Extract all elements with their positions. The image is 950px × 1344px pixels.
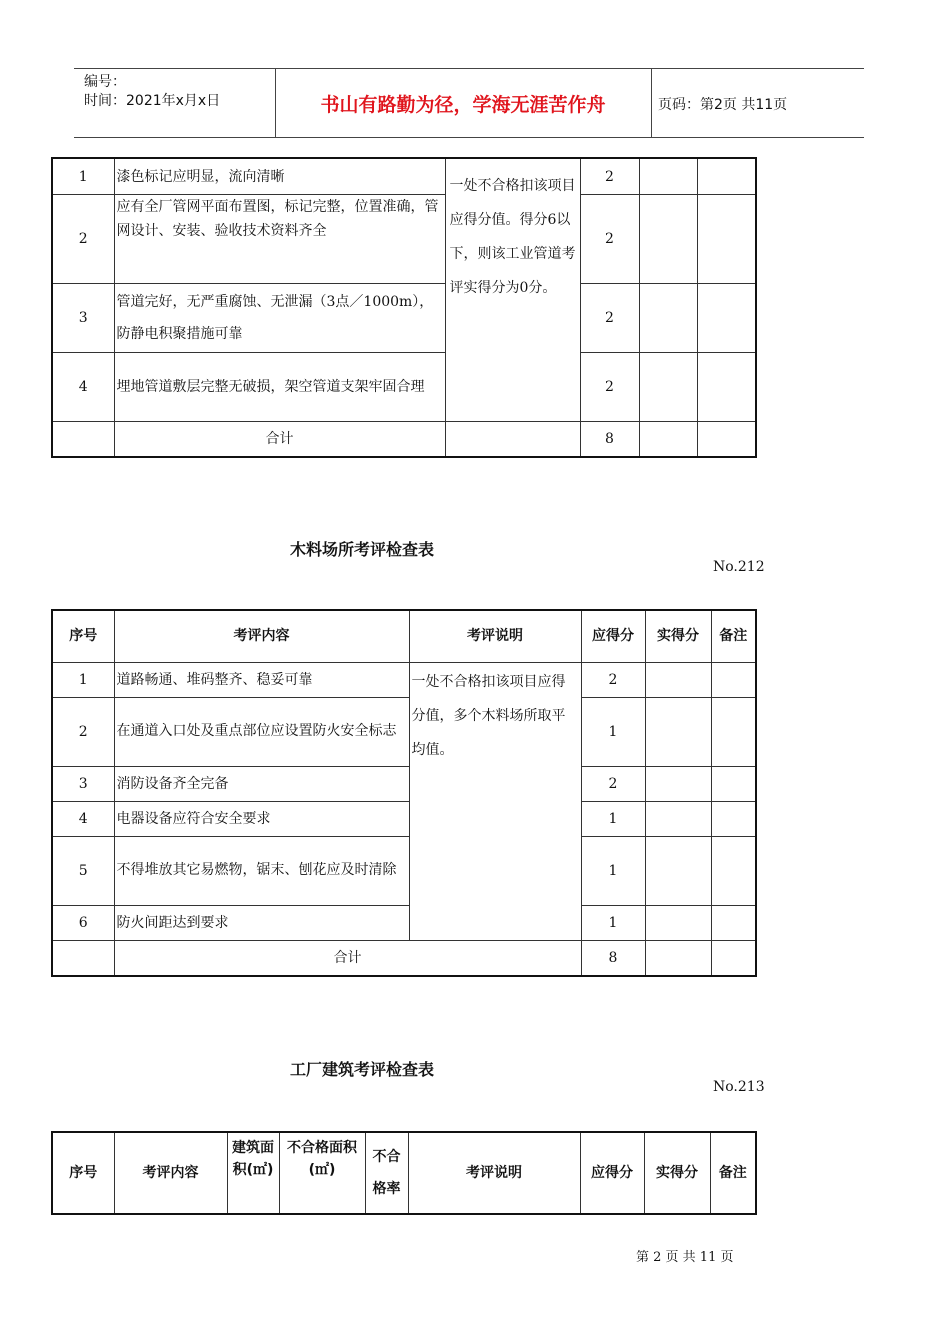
table-row: [52, 158, 756, 194]
actual-score-cell: [645, 766, 711, 801]
row-number: 2: [52, 697, 114, 766]
page-header: [74, 68, 864, 138]
actual-score-cell: [645, 905, 711, 940]
table-number: No.213: [713, 1079, 765, 1095]
total-row: [52, 421, 756, 457]
total-desc-cell: [445, 421, 580, 457]
row-score: 2: [581, 766, 645, 801]
total-empty-cell: [52, 421, 114, 457]
row-number: 2: [52, 194, 114, 283]
table-row: [52, 801, 756, 836]
row-score: 2: [581, 662, 645, 697]
actual-score-cell: [639, 283, 697, 352]
row-number: 4: [52, 352, 114, 421]
header-motto: 书山有路勤为径，学海无涯苦作舟: [320, 93, 606, 116]
actual-score-cell: [645, 801, 711, 836]
table-row: [52, 766, 756, 801]
row-score: 1: [581, 801, 645, 836]
total-score: 8: [580, 421, 639, 457]
row-score: 2: [580, 158, 639, 194]
row-score: 2: [580, 283, 639, 352]
row-description: 一处不合格扣该项目应得分值。得分6以下，则该工业管道考评实得分为0分。: [445, 158, 580, 421]
total-row: [52, 940, 756, 976]
actual-score-cell: [645, 836, 711, 905]
note-cell: [711, 940, 756, 976]
row-content: 埋地管道敷层完整无破损，架空管道支架牢固合理: [114, 352, 445, 421]
actual-score-cell: [645, 662, 711, 697]
note-cell: [697, 283, 756, 352]
row-number: 3: [52, 766, 114, 801]
header-area: 建筑面积(㎡): [227, 1132, 279, 1214]
header-note: 备注: [711, 610, 756, 662]
table-title: 工厂建筑考评检查表: [290, 1060, 435, 1079]
row-content: 道路畅通、堆码整齐、稳妥可靠: [114, 662, 409, 697]
header-meta: [84, 73, 220, 111]
table-row: [52, 905, 756, 940]
table-row: [52, 352, 756, 421]
row-score: 1: [581, 836, 645, 905]
note-cell: [697, 158, 756, 194]
note-cell: [711, 662, 756, 697]
table-title: 木料场所考评检查表: [290, 540, 435, 559]
header-note: 备注: [710, 1132, 756, 1214]
row-content: 消防设备齐全完备: [114, 766, 409, 801]
table-number: No.212: [713, 559, 765, 575]
note-cell: [711, 766, 756, 801]
total-label: 合计: [114, 421, 445, 457]
page-indicator: 页码：第2页 共11页: [658, 97, 788, 113]
row-content: 不得堆放其它易燃物，锯末、刨花应及时清除: [114, 836, 409, 905]
table-header-row: [52, 610, 756, 662]
row-number: 1: [52, 662, 114, 697]
note-cell: [711, 836, 756, 905]
table-row: [52, 194, 756, 283]
actual-score-cell: [639, 158, 697, 194]
note-cell: [697, 352, 756, 421]
row-description: 一处不合格扣该项目应得分值，多个木料场所取平均值。: [409, 662, 581, 940]
header-no: 序号: [52, 1132, 114, 1214]
factory-building-table: [51, 1131, 757, 1215]
actual-score-cell: [645, 940, 711, 976]
row-score: 1: [581, 697, 645, 766]
table-header-row: [52, 1132, 756, 1214]
total-label: 合计: [114, 940, 581, 976]
header-fail-rate: 不合格率: [365, 1132, 408, 1214]
table-row: [52, 697, 756, 766]
note-cell: [697, 194, 756, 283]
header-score: 应得分: [580, 1132, 644, 1214]
row-number: 5: [52, 836, 114, 905]
time-label: 时间：2021年x月x日: [84, 93, 221, 109]
row-content: 漆色标记应明显，流向清晰: [114, 158, 445, 194]
row-number: 4: [52, 801, 114, 836]
row-content: 管道完好，无严重腐蚀、无泄漏（3点／1000m），防静电积聚措施可靠: [114, 283, 445, 352]
row-number: 6: [52, 905, 114, 940]
note-cell: [711, 801, 756, 836]
header-score: 应得分: [581, 610, 645, 662]
total-score: 8: [581, 940, 645, 976]
row-score: 1: [581, 905, 645, 940]
note-cell: [711, 905, 756, 940]
header-no: 序号: [52, 610, 114, 662]
table-row: [52, 836, 756, 905]
header-desc: 考评说明: [408, 1132, 580, 1214]
actual-score-cell: [639, 194, 697, 283]
header-desc: 考评说明: [409, 610, 581, 662]
row-score: 2: [580, 352, 639, 421]
note-cell: [711, 697, 756, 766]
header-content: 考评内容: [114, 610, 409, 662]
row-number: 1: [52, 158, 114, 194]
lumber-yard-table: [51, 609, 757, 977]
table-row: [52, 662, 756, 697]
actual-score-cell: [639, 421, 697, 457]
row-content: 电器设备应符合安全要求: [114, 801, 409, 836]
header-divider: [651, 69, 652, 137]
header-content: 考评内容: [114, 1132, 227, 1214]
header-fail-area: 不合格面积(㎡): [279, 1132, 365, 1214]
row-content: 应有全厂管网平面布置图，标记完整，位置准确，管网设计、安装、验收技术资料齐全: [114, 194, 445, 283]
row-content: 防火间距达到要求: [114, 905, 409, 940]
header-actual: 实得分: [644, 1132, 710, 1214]
page-footer: 第 2 页 共 11 页: [636, 1250, 734, 1265]
note-cell: [697, 421, 756, 457]
actual-score-cell: [639, 352, 697, 421]
header-actual: 实得分: [645, 610, 711, 662]
pipeline-table: [51, 157, 757, 458]
actual-score-cell: [645, 697, 711, 766]
table-row: [52, 283, 756, 352]
row-content: 在通道入口处及重点部位应设置防火安全标志: [114, 697, 409, 766]
total-empty-cell: [52, 940, 114, 976]
number-label: 编号：: [84, 74, 126, 90]
row-score: 2: [580, 194, 639, 283]
row-number: 3: [52, 283, 114, 352]
